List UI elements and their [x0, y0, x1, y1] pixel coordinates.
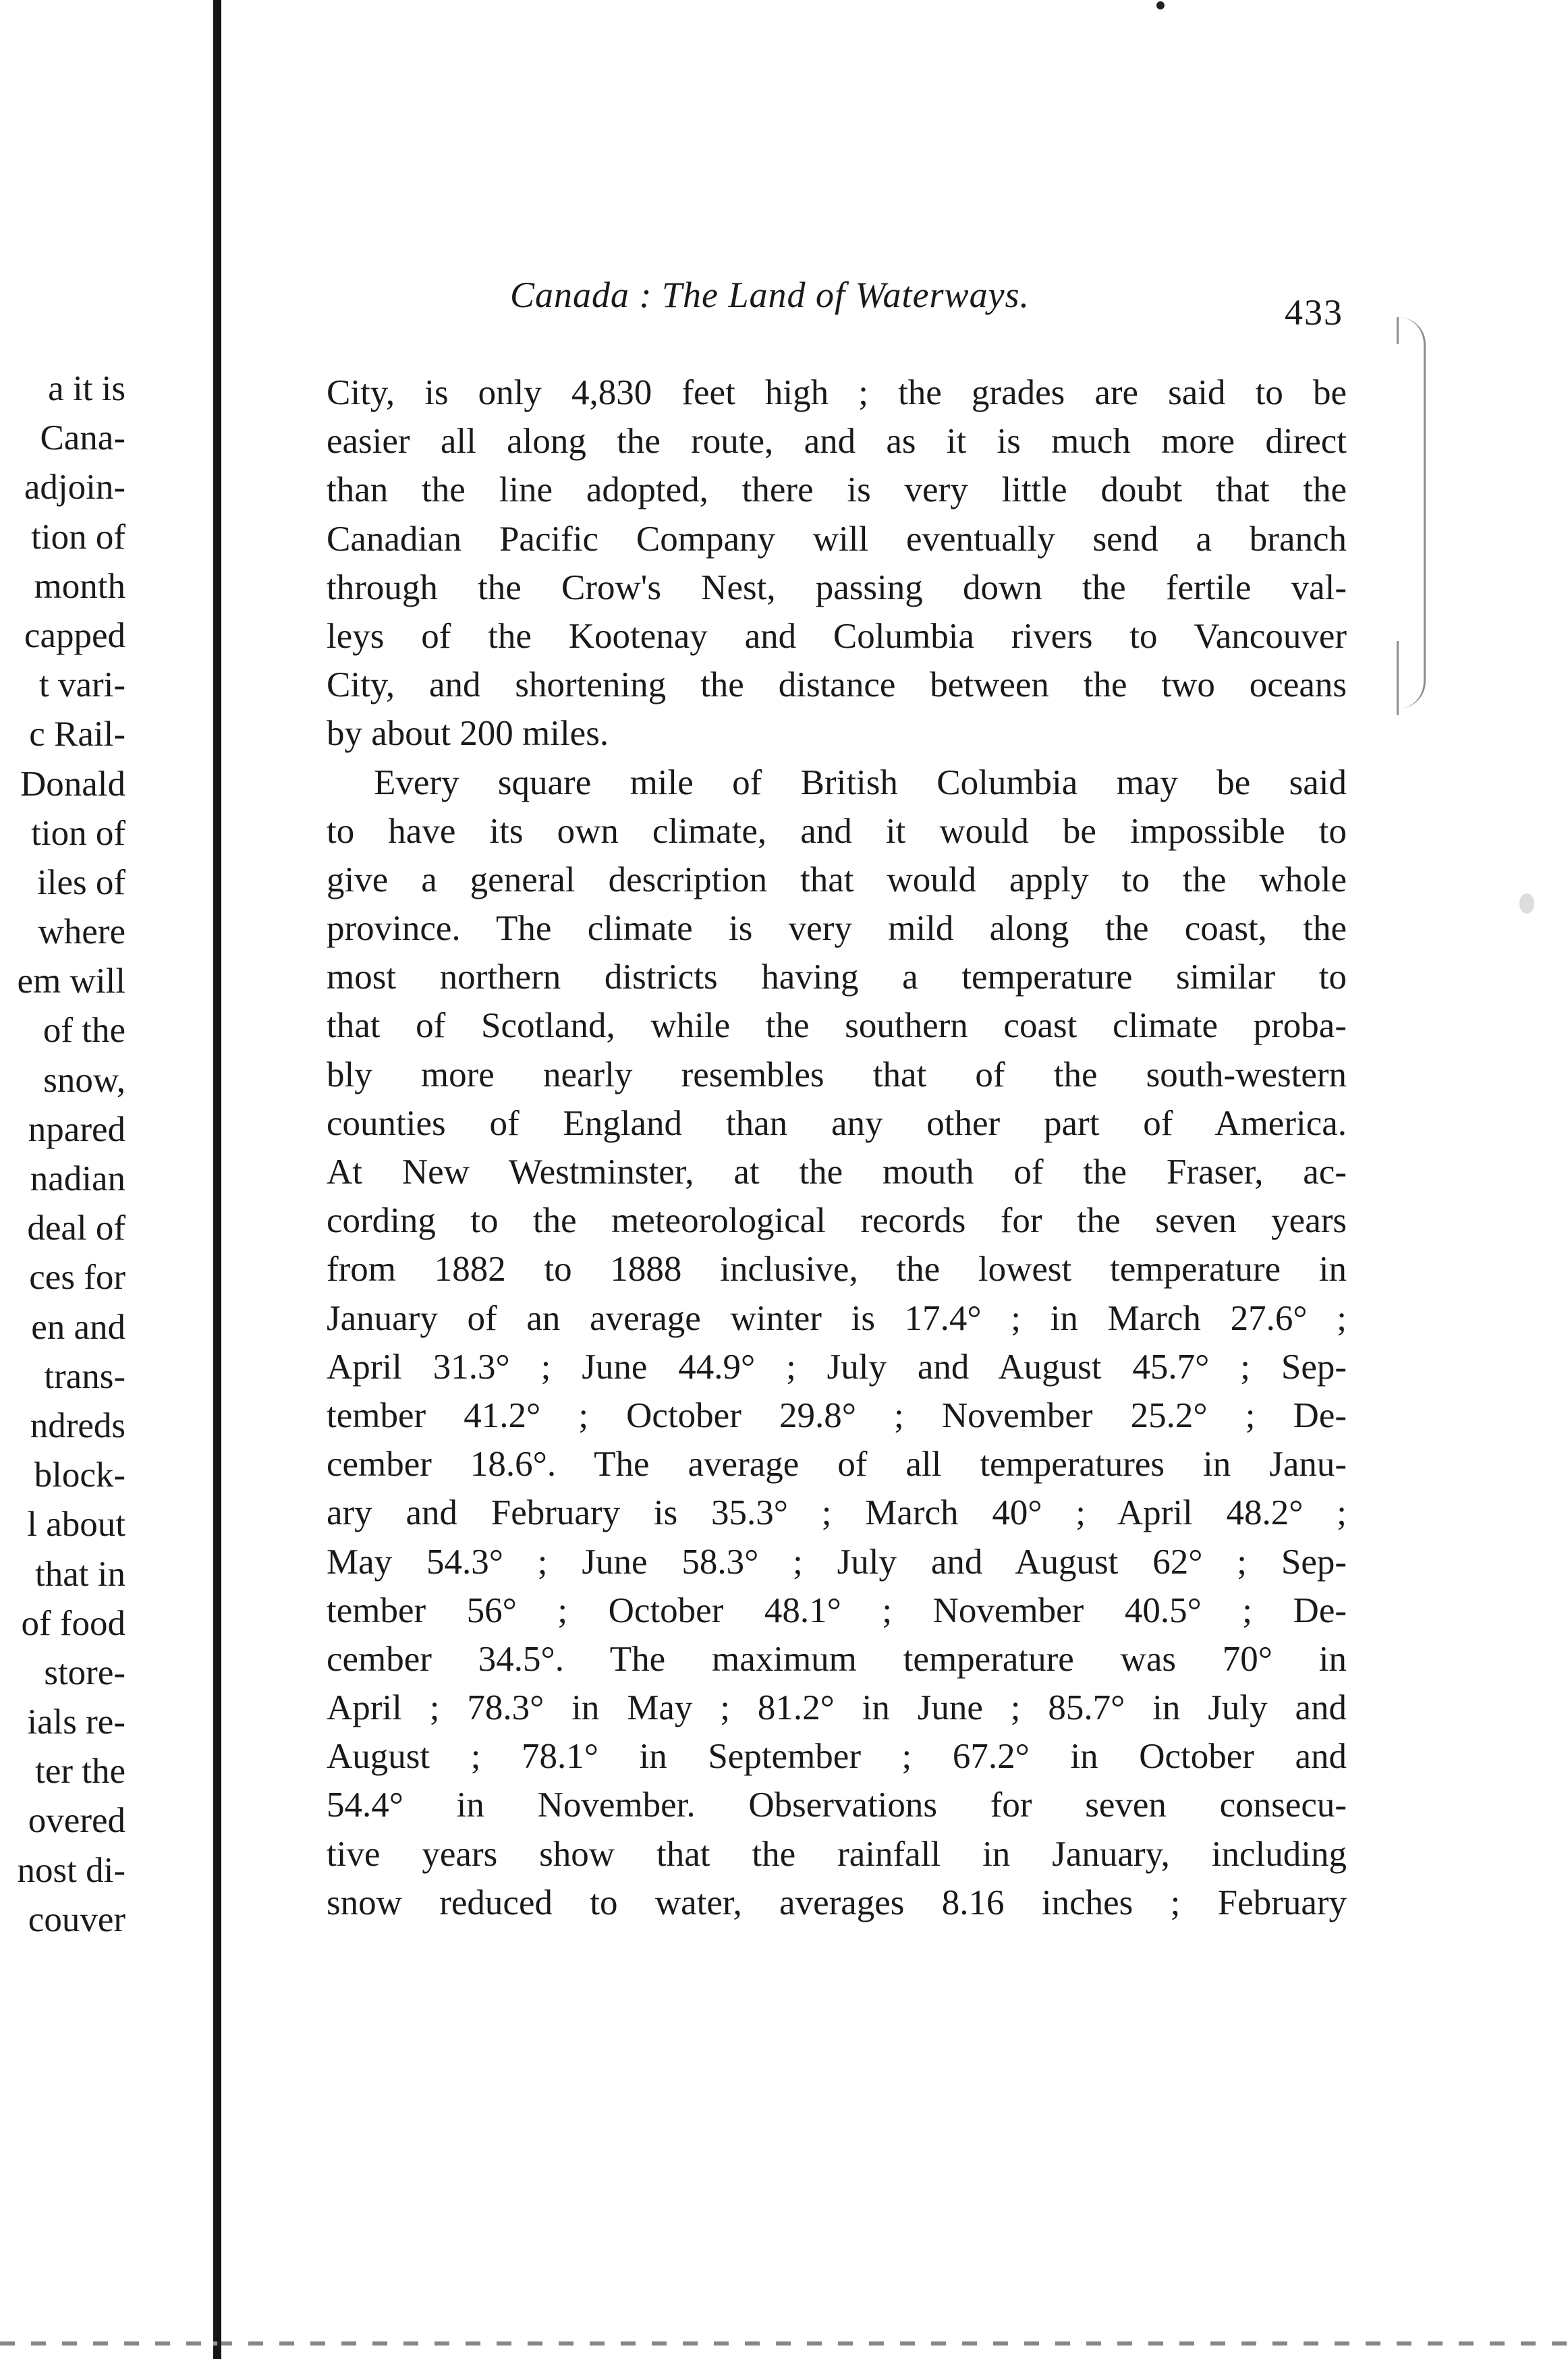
- left-page-line: capped: [24, 615, 125, 655]
- body-line: cember 18.6°. The average of all temperatures in Janu-: [327, 1445, 1347, 1484]
- body-line: At New Westminster, at the mouth of the Fraser, ac-: [327, 1153, 1347, 1192]
- body-line: province. The climate is very mild along the coast, the: [327, 909, 1347, 949]
- body-line: to have its own climate, and it would be impossible to: [327, 811, 1347, 851]
- left-page-line: Cana-: [40, 418, 125, 458]
- body-line: give a general description that would apply to the whole: [327, 860, 1347, 899]
- left-page-line: that in: [35, 1554, 125, 1594]
- left-page-line: Donald: [20, 764, 125, 804]
- left-page-line: l about: [27, 1505, 125, 1545]
- page-number: 433: [1285, 292, 1343, 333]
- ink-dot: [1156, 1, 1165, 9]
- body-line: City, and shortening the distance between the two oceans: [327, 665, 1347, 705]
- left-page-line: overed: [28, 1801, 125, 1841]
- body-line: Canadian Pacific Company will eventually send a branch: [327, 519, 1347, 559]
- body-line: tember 56° ; October 48.1° ; November 40.5° ; De-: [327, 1590, 1347, 1630]
- left-page-line: tion of: [31, 517, 125, 557]
- left-page-line: store-: [44, 1653, 125, 1692]
- body-line: 54.4° in November. Observations for seven consecu-: [327, 1785, 1347, 1825]
- bottom-scan-edge: [0, 2341, 1568, 2346]
- left-page-line: c Rail-: [29, 715, 125, 754]
- left-page-line: em will: [17, 962, 125, 1001]
- body-line: Every square mile of British Columbia may be said: [374, 762, 1347, 802]
- left-page-line: trans-: [44, 1356, 125, 1396]
- left-page-line: of the: [43, 1011, 125, 1051]
- body-line: April 31.3° ; June 44.9° ; July and August 45.7° ; Sep-: [327, 1347, 1347, 1387]
- left-page-line: nost di-: [17, 1850, 125, 1890]
- page-smudge: [1519, 893, 1534, 914]
- left-page-line: a it is: [48, 369, 125, 408]
- body-line: that of Scotland, while the southern coast climate proba-: [327, 1006, 1347, 1046]
- margin-tick-mark: [1397, 317, 1399, 344]
- running-head: Canada : The Land of Waterways.: [510, 275, 1030, 315]
- left-page-line: ndreds: [30, 1406, 125, 1445]
- body-line: bly more nearly resembles that of the south-western: [327, 1055, 1347, 1094]
- margin-bracket-mark: [1397, 317, 1426, 709]
- body-line: tember 41.2° ; October 29.8° ; November 25.2° ; De-: [327, 1395, 1347, 1435]
- left-page-line: couver: [28, 1899, 125, 1939]
- left-page-line: snow,: [43, 1060, 125, 1100]
- body-line: than the line adopted, there is very little doubt that the: [327, 470, 1347, 510]
- body-line: cember 34.5°. The maximum temperature was 70° in: [327, 1639, 1347, 1679]
- left-page-line: ials re-: [27, 1702, 125, 1742]
- left-page-line: where: [38, 912, 125, 952]
- left-page-line: ter the: [35, 1752, 125, 1792]
- left-page-line: en and: [31, 1307, 125, 1347]
- body-line: May 54.3° ; June 58.3° ; July and August 62° ; Sep-: [327, 1542, 1347, 1582]
- left-page-line: iles of: [37, 862, 125, 902]
- body-line: easier all along the route, and as it is much more direct: [327, 422, 1347, 462]
- body-line: April ; 78.3° in May ; 81.2° in June ; 85.7° in July and: [327, 1688, 1347, 1728]
- body-line: tive years show that the rainfall in January, including: [327, 1834, 1347, 1874]
- body-line: by about 200 miles.: [327, 714, 609, 754]
- left-page-line: of food: [21, 1603, 125, 1643]
- page-gutter: [213, 0, 221, 2359]
- body-line: counties of England than any other part of America.: [327, 1103, 1347, 1143]
- left-page-line: ces for: [29, 1258, 125, 1298]
- body-line: leys of the Kootenay and Columbia rivers to Vancouver: [327, 616, 1347, 656]
- left-page-fragment: [0, 364, 125, 1945]
- left-page-line: t vari-: [38, 665, 125, 705]
- body-line: from 1882 to 1888 inclusive, the lowest temperature in: [327, 1250, 1347, 1289]
- left-page-line: npared: [28, 1109, 125, 1149]
- left-page-line: block-: [34, 1455, 125, 1495]
- body-line: snow reduced to water, averages 8.16 inches ; February: [327, 1883, 1347, 1922]
- body-line: January of an average winter is 17.4° ; in March 27.6° ;: [327, 1298, 1347, 1338]
- body-line: cording to the meteorological records for the seven years: [327, 1201, 1347, 1241]
- left-page-line: tion of: [31, 813, 125, 853]
- left-page-line: month: [34, 566, 125, 606]
- body-line: City, is only 4,830 feet high ; the grades are said to be: [327, 373, 1347, 412]
- body-line: through the Crow's Nest, passing down the fertile val-: [327, 567, 1347, 607]
- left-page-line: deal of: [27, 1209, 125, 1248]
- margin-tick-mark: [1397, 641, 1399, 715]
- body-line: August ; 78.1° in September ; 67.2° in October and: [327, 1737, 1347, 1777]
- left-page-line: adjoin-: [24, 468, 125, 507]
- page-body: [327, 368, 1347, 1927]
- body-line: ary and February is 35.3° ; March 40° ; April 48.2° ;: [327, 1493, 1347, 1533]
- left-page-line: nadian: [30, 1159, 125, 1198]
- body-line: most northern districts having a temperature similar to: [327, 958, 1347, 997]
